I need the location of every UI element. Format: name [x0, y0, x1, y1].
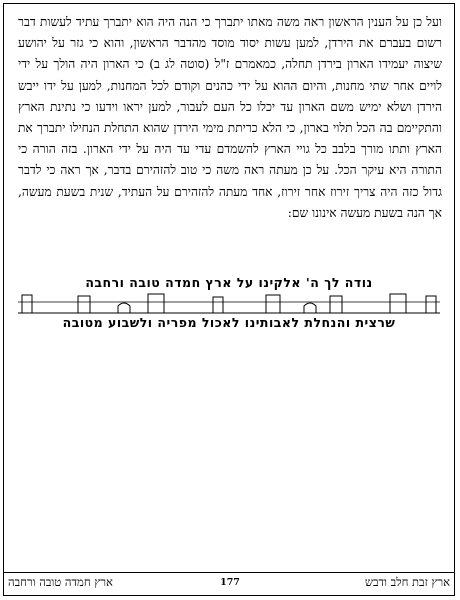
blessing-top-line: נודה לך ה' אלקינו על ארץ חמדה טובה ורחבה [85, 275, 373, 290]
blessing-bottom-line: שרצית והנחלת לאבותינו לאכול מפריה ולשבוע מטובה [62, 315, 396, 330]
blessing-banner [18, 275, 440, 335]
footer-divider [3, 572, 455, 573]
jerusalem-wall-illustration [18, 292, 440, 314]
footer-left-title: ארץ חמדה טובה ורחבה [8, 575, 113, 589]
body-paragraph: ועל כן על הענין הראשון ראה משה מאתו יתברך כי הנה היה הוא יתברך עתיד לעשות דבר רשום בעברם את הירדן, למען עשות יסוד מוסד מהדבר הראשון, והוא כי גזר על יהושע שיצוה יעמידו הארון בירדן תחלה, כמאמרם ז"ל (סוטה לג ב) כי הארון היה הולך על ידי לויים אחר שתי מחנות, והיום ההוא על ידי כהנים וקודם לכל המחנות, למען על ידו ייבש הירדן ושלא ימיש משם הארון עד יכלו כל העם לעבור, למען יראו וידעו כי נתינת הארץ והתקיימם בה הכל תלוי בארון, כי הלא כריתת מימי הירדן שהוא התחלת הנחילו יתברך את הארץ ותתו מורך בלבב כל גויי הארץ להשמדם עדי עד היה על ידי הארון. בזה הורה כי התורה היא עיקר הכל. על כן מעתה ראה משה כי טוב להזהירם בדבר, אך ראה כי לדבר גדול כזה היה צריך זירוז אחר זירוז, אחד מעתה להזהירם על העתיד, שנית בשעת מעשה, אך הנה בשעת מעשה אינונו שם: [18, 15, 442, 220]
footer-right-title: ארץ זבת חלב ודבש [364, 575, 450, 589]
page-number: 177 [220, 577, 240, 588]
